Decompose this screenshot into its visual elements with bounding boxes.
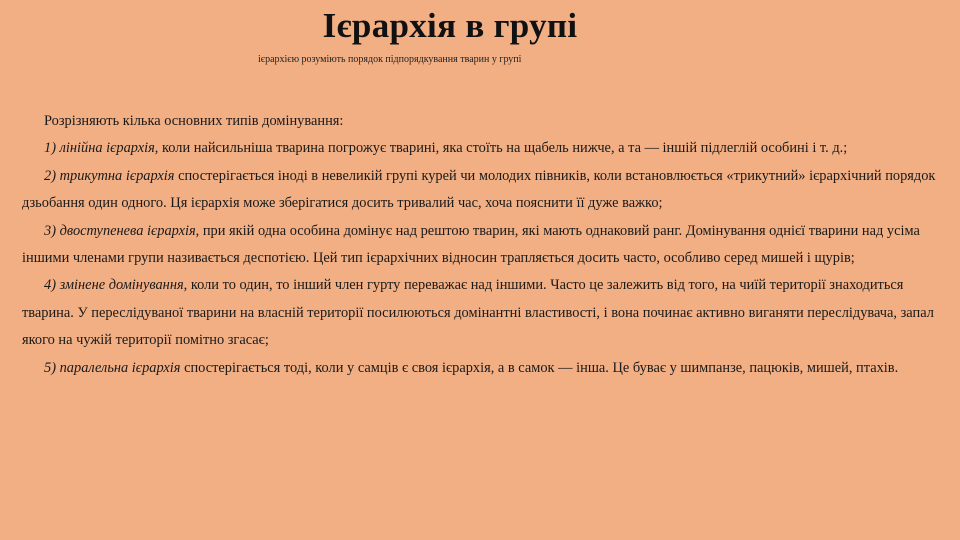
slide-subtitle: ієрархією розуміють порядок підпорядкування тварин у групі [258,54,522,65]
item-number: 2) [44,167,56,184]
slide-title: Ієрархія в групі [322,6,578,45]
intro-paragraph: Розрізняють кілька основних типів домінування: [44,113,344,129]
list-item [22,135,950,162]
list-item [22,163,950,218]
item-text: , коли найсильніша тварина погрожує тварині, яка стоїть на щабель нижче, а та — іншій підлеглій особині і т. д.; [154,140,848,157]
item-number: 3) [44,222,56,239]
list-item [22,218,950,273]
item-term: двоступенева ієрархія [59,222,196,239]
item-number: 1) [44,140,56,157]
item-text: спостерігається іноді в невеликій групі курей чи молодих півників, коли встановлюється «трикутний» ієрархічний порядок дзьобання один одного. Ця ієрархія може зберігатися досить тривалий час, хоча пояснити її дуже важко; [22,167,936,212]
item-term: трикутна ієрархія [59,167,175,184]
item-text: , при якій одна особина домінує над рештою тварин, які мають однаковий ранг. Домінування однієї тварини над усіма іншими членами групи називається деспотією. Цей тип ієрархічних відносин трапляється досить часто, особливо серед мишей і щурів; [22,222,920,267]
body-text [22,108,950,382]
item-number: 5) [44,359,56,376]
list-item [22,272,950,354]
list-item [22,355,950,382]
item-number: 4) [44,277,56,294]
item-text: , коли то один, то інший член гурту переважає над іншими. Часто це залежить від того, на чиїй території знаходиться тварина. У переслідуваної тварини на власній території посилюються домінантні властивості, і вона починає активно виганяти переслідувача, запал якого на чужій території помітно згасає; [22,277,934,349]
item-term: лінійна ієрархія [59,140,155,157]
item-term: змінене домінування [59,277,184,294]
item-text: спостерігається тоді, коли у самців є своя ієрархія, а в самок — інша. Це буває у шимпанзе, пацюків, мишей, птахів. [180,359,899,376]
item-term: паралельна ієрархія [59,359,181,376]
